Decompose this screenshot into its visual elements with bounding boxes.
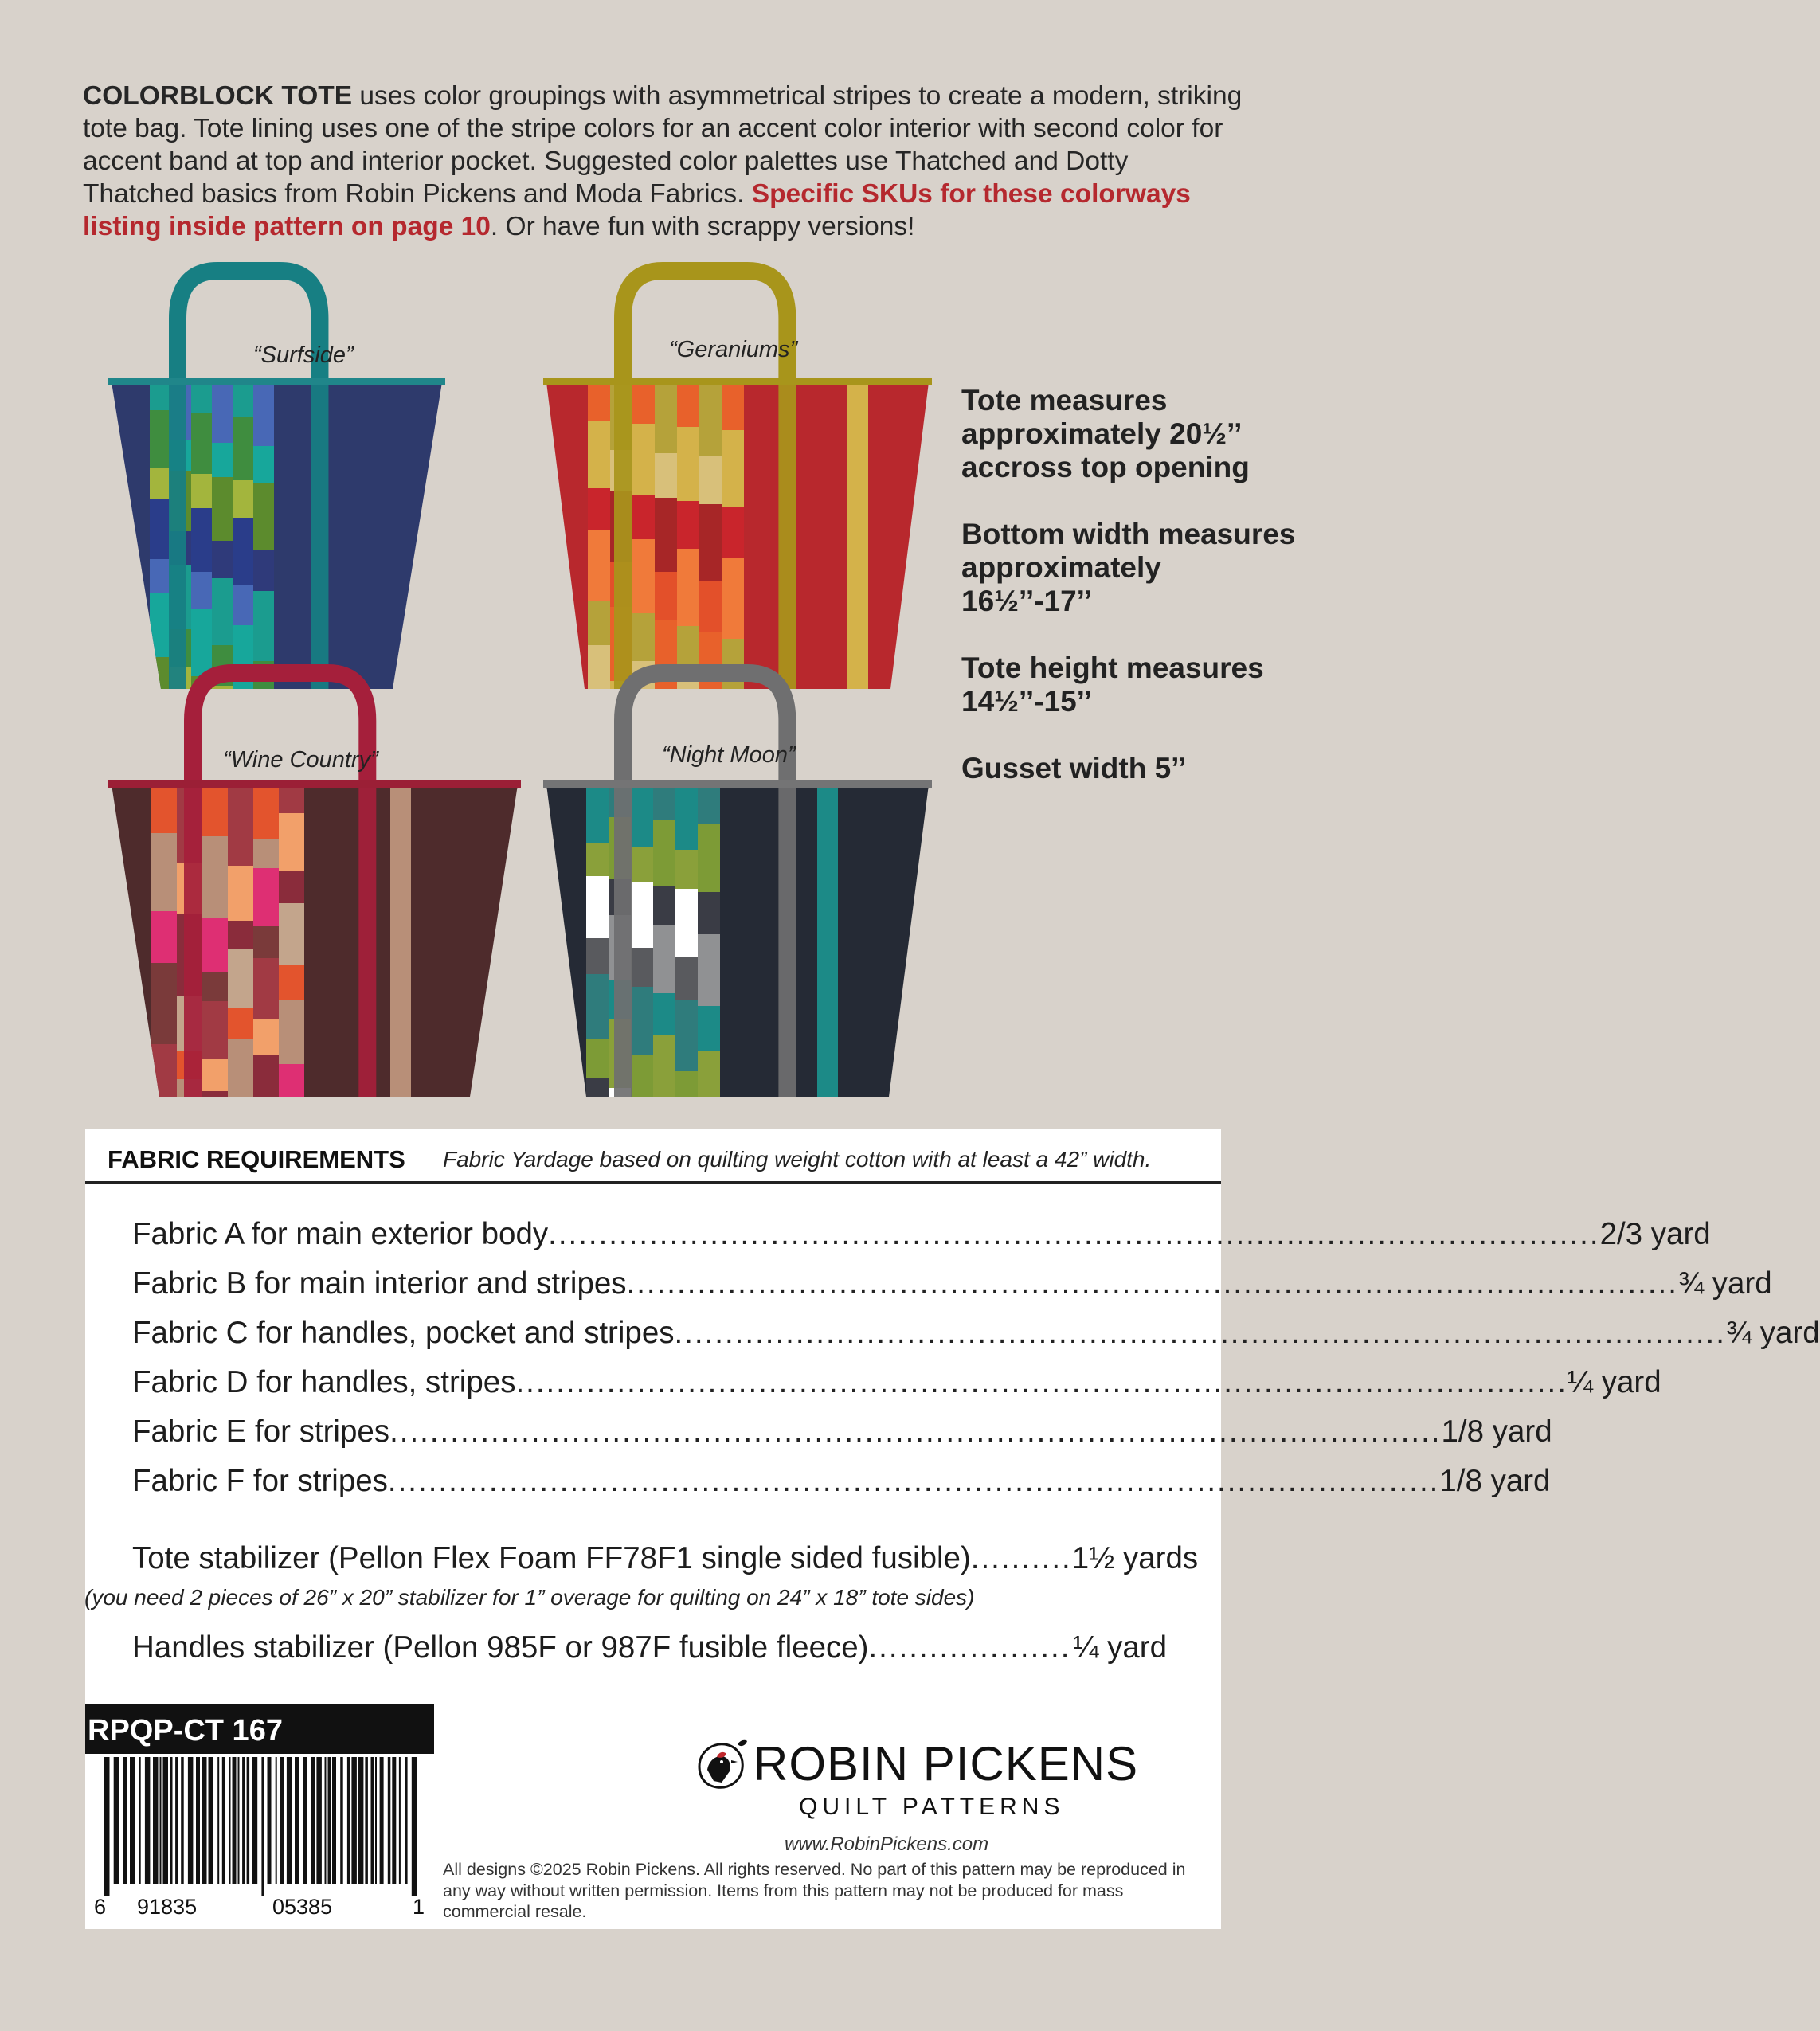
tote-stripe-block	[675, 1000, 698, 1071]
tote-strap-right	[358, 785, 376, 1097]
handles-stabilizer-row: Handles stabilizer (Pellon 985F or 987F fusible fleece) .................... ¼ yard	[132, 1630, 1167, 1665]
tote-strap-left	[169, 382, 186, 689]
barcode-bar	[311, 1757, 315, 1884]
tote-stripe-block	[228, 949, 253, 1008]
tote-stripe-block	[632, 495, 655, 539]
tote-stripe-block	[228, 785, 253, 866]
barcode-bar	[303, 1757, 307, 1884]
tote-stripe-block	[253, 446, 274, 483]
tote-stripe-block	[279, 1000, 304, 1064]
tote-stripe-block	[698, 785, 720, 824]
tote-stripe-block	[699, 382, 722, 456]
tote-stripe-block	[588, 601, 610, 645]
tote-stripe-block	[233, 518, 253, 585]
intro-lead: COLORBLOCK TOTE	[83, 81, 353, 111]
barcode-bar	[252, 1757, 258, 1884]
barcode-bar	[287, 1757, 292, 1884]
barcode-bar	[328, 1757, 331, 1884]
tote-stripe-block	[586, 876, 609, 938]
tote-stripe-block	[653, 785, 675, 820]
fabric-row-b: Fabric B for main interior and stripes ........................................................................................................ ¾ yard	[132, 1266, 1772, 1301]
tote-strap-left	[184, 785, 202, 1097]
tote-stripe-block	[722, 558, 744, 639]
barcode-bar	[412, 1757, 417, 1896]
fabric-row-a: Fabric A for main exterior body ........................................................................................................ 2/3 yard	[132, 1217, 1711, 1251]
tote-stripe-block	[191, 609, 212, 676]
tote-stripe-block	[253, 839, 279, 868]
tote-stripe-block	[586, 785, 609, 843]
tote-label-wine-country: “Wine Country”	[223, 747, 378, 773]
tote-stripe-block	[150, 499, 170, 559]
tote-stripe-block	[699, 504, 722, 581]
fabric-row-c: Fabric C for handles, pocket and stripes ........................................................................................................ ¾ yard	[132, 1316, 1820, 1350]
tote-stripe-block	[253, 1055, 279, 1119]
barcode-bar	[375, 1757, 377, 1884]
tote-stripe-block	[202, 972, 228, 1001]
tote-stripe-block	[253, 382, 274, 446]
tote-stripe-block	[698, 892, 720, 934]
tote-top-band	[108, 780, 521, 788]
fabric-requirements-panel	[85, 1129, 1820, 1704]
barcode-bar	[325, 1757, 327, 1884]
tote-stripe-block	[212, 578, 233, 645]
tote-stripe-block	[677, 501, 699, 549]
tote-stripe-block	[233, 625, 253, 695]
barcode-bar	[188, 1757, 194, 1884]
tote-stripe-block	[586, 974, 609, 1039]
tote-stripe-block	[631, 948, 653, 987]
barcode-bar	[130, 1757, 135, 1884]
tote-stripe-block	[150, 410, 170, 468]
tote-stripe-block	[212, 477, 233, 541]
tote-stripe-block	[653, 1035, 675, 1107]
barcode-bar	[295, 1757, 299, 1884]
tote-stripe-block	[233, 382, 253, 417]
barcode-bar	[233, 1757, 237, 1884]
tote-stripe-block	[212, 443, 233, 477]
barcode-bar	[380, 1757, 384, 1884]
tote-stripe-block	[586, 843, 609, 876]
tote-stripe-block	[653, 886, 675, 925]
fabric-requirements-title: FABRIC REQUIREMENTS	[108, 1145, 405, 1173]
tote-stripe-block	[253, 785, 279, 839]
tote-stabilizer-row: Tote stabilizer (Pellon Flex Foam FF78F1 single sided fusible) .......... 1½ yards	[132, 1541, 1199, 1575]
tote-stripe-block	[586, 1039, 609, 1078]
tote-stripe-block	[279, 871, 304, 903]
tote-label-geraniums: “Geraniums”	[669, 337, 798, 362]
barcode-bar	[365, 1757, 368, 1884]
intro-text-1: uses color groupings with asymmetrical stripes to create a modern, striking tote bag. Tote lining uses one of the stripe colors for an accent color interior with second color for accent band at top and interior pocket. Suggested color palettes use Thatched and Dotty Thatched basics from Robin Pickens and Moda Fabrics.	[83, 81, 1243, 209]
intro-text-2: . Or have fun with scrappy versions!	[490, 212, 915, 241]
tote-stripe-block	[699, 456, 722, 504]
tote-stripe-block	[655, 620, 677, 697]
tote-stripe-block	[675, 1071, 698, 1117]
tote-stripe-block	[279, 903, 304, 965]
tote-stripe-block	[279, 1064, 304, 1102]
barcode-bar	[181, 1757, 184, 1884]
tote-stripe-block	[631, 785, 653, 847]
barcode-bar	[153, 1757, 159, 1884]
spec-bottom-width: Bottom width measures approximately 16½’’-17’’	[961, 518, 1296, 617]
brand-name: ROBIN PICKENS	[753, 1737, 1139, 1790]
tote-stripe-block	[653, 820, 675, 886]
tote-stripe-block	[228, 866, 253, 921]
barcode-bar	[276, 1757, 277, 1884]
tote-stripe-block	[150, 657, 170, 695]
fabric-requirements-subtitle: Fabric Yardage based on quilting weight cotton with at least a 42” width.	[443, 1147, 1152, 1172]
brand-url[interactable]: www.RobinPickens.com	[785, 1833, 989, 1855]
tote-stripe-block	[151, 911, 177, 963]
barcode-bar	[261, 1757, 264, 1896]
tote-accent-stripe	[390, 785, 411, 1097]
barcode-bar	[222, 1757, 225, 1884]
tote-stripe-block	[588, 645, 610, 719]
barcode-bar	[145, 1757, 151, 1884]
tote-stripe-block	[191, 474, 212, 508]
tote-top-band	[543, 378, 932, 385]
tote-stripe-block	[632, 613, 655, 661]
tote-handle	[623, 271, 787, 382]
tote-stripe-block	[253, 550, 274, 591]
tote-stripe-block	[722, 382, 744, 430]
tote-strap-left	[614, 382, 632, 689]
barcode-bar	[392, 1757, 396, 1884]
tote-stripe-block	[279, 965, 304, 1000]
tote-label-night-moon: “Night Moon”	[662, 742, 796, 768]
tote-specs	[961, 384, 1296, 819]
barcode-bar	[268, 1757, 272, 1884]
barcode-bar	[202, 1757, 207, 1884]
brand-subtitle: QUILT PATTERNS	[799, 1794, 1065, 1820]
spec-top-width: Tote measures approximately 20½’’ accross top opening	[961, 384, 1250, 483]
tote-stripe-block	[191, 508, 212, 572]
tote-stripe-block	[698, 1006, 720, 1051]
tote-stripe-block	[212, 686, 233, 756]
barcode-bar	[139, 1757, 141, 1884]
tote-stripe-block	[677, 549, 699, 626]
tote-stripe-block	[253, 958, 279, 1019]
spec-height: Tote height measures 14½’’-15’’	[961, 652, 1264, 718]
tote-stripe-block	[202, 1059, 228, 1091]
tote-stripe-block	[150, 593, 170, 657]
tote-stripe-block	[151, 833, 177, 911]
barcode-digit-check: 1	[413, 1895, 425, 1919]
tote-stripe-block	[191, 572, 212, 609]
barcode-bar	[114, 1757, 119, 1884]
tote-stripe-block	[150, 382, 170, 410]
barcode-bar	[104, 1757, 110, 1896]
tote-stripe-block	[228, 921, 253, 949]
tote-stripe-block	[233, 417, 253, 480]
tote-stripe-block	[588, 421, 610, 488]
fabric-row-e: Fabric E for stripes ........................................................................................................ 1/8 yard	[132, 1415, 1552, 1449]
tote-stripe-block	[698, 824, 720, 892]
barcode-bar	[163, 1757, 169, 1884]
barcode-digits-right: 05385	[272, 1895, 333, 1919]
barcode-bar	[238, 1757, 240, 1884]
tote-accent-stripe	[847, 382, 868, 689]
barcode-bar	[247, 1757, 250, 1884]
pattern-code: RPQP-CT 167	[88, 1714, 283, 1747]
barcode-bar	[123, 1757, 127, 1884]
tote-stripe-block	[675, 785, 698, 850]
barcode-bar	[388, 1757, 391, 1884]
barcode-bar	[217, 1757, 219, 1884]
tote-stripe-block	[212, 541, 233, 578]
tote-stripe-block	[191, 413, 212, 474]
barcode-bar	[340, 1757, 343, 1884]
tote-stripe-block	[653, 925, 675, 993]
tote-stripe-block	[655, 498, 677, 572]
tote-stripe-block	[253, 868, 279, 926]
tote-stripe-block	[655, 382, 677, 453]
tote-stripe-block	[212, 382, 233, 443]
stabilizer-note: (you need 2 pieces of 26” x 20” stabilizer for 1” overage for quilting on 24” x 18” tote sides)	[84, 1585, 975, 1610]
barcode-bar	[229, 1757, 231, 1884]
tote-stripe-block	[698, 934, 720, 1006]
tote-stripe-block	[228, 1008, 253, 1039]
tote-stripe-block	[631, 987, 653, 1055]
tote-stripe-block	[253, 591, 274, 661]
tote-stripe-block	[631, 882, 653, 948]
barcode-bar	[405, 1757, 408, 1884]
barcode-bar	[170, 1757, 173, 1884]
tote-strap-right	[311, 382, 328, 689]
tote-stripe-block	[722, 507, 744, 558]
barcode-bar	[358, 1757, 364, 1884]
barcode-bar	[371, 1757, 374, 1884]
tote-strap-right	[778, 382, 796, 689]
legal-notice: All designs ©2025 Robin Pickens. All rights reserved. No part of this pattern may be reproduced in any way without written permission. Items from this pattern may not be produced for mass commercial resale.	[443, 1860, 1186, 1921]
tote-stripe-block	[653, 993, 675, 1035]
barcode-digit-lead: 6	[94, 1895, 107, 1919]
tote-stripe-block	[699, 581, 722, 632]
tote-stripe-block	[150, 559, 170, 593]
tote-stripe-block	[632, 539, 655, 613]
tote-stripe-block	[675, 850, 698, 889]
tote-stripe-block	[228, 1039, 253, 1101]
tote-stripe-block	[677, 427, 699, 501]
spec-gusset: Gusset width 5’’	[961, 752, 1187, 785]
tote-top-band	[543, 780, 932, 788]
tote-stripe-block	[675, 957, 698, 1000]
tote-stripe-block	[722, 430, 744, 507]
tote-accent-stripe	[817, 785, 838, 1097]
tote-strap-left	[614, 785, 632, 1097]
barcode-digits-left: 91835	[137, 1895, 198, 1919]
barcode-bar	[175, 1757, 178, 1884]
fabric-row-f: Fabric F for stripes ........................................................................................................ 1/8 yard	[132, 1464, 1551, 1498]
tote-stripe-block	[655, 572, 677, 620]
tote-stripe-block	[202, 1001, 228, 1059]
tote-stripe-block	[253, 1019, 279, 1055]
barcode-bar	[399, 1757, 401, 1884]
tote-stripe-block	[253, 926, 279, 958]
barcode-bar	[347, 1757, 350, 1884]
tote-stripe-block	[677, 382, 699, 427]
barcode-bar	[242, 1757, 245, 1884]
barcode-bar	[316, 1757, 322, 1884]
tote-stripe-block	[675, 889, 698, 957]
tote-stripe-block	[279, 785, 304, 813]
tote-stripe-block	[202, 836, 228, 918]
tote-stripe-block	[588, 530, 610, 601]
tote-stripe-block	[202, 785, 228, 836]
barcode-bar	[209, 1757, 214, 1884]
tote-stripe-block	[233, 585, 253, 625]
tote-stripe-block	[150, 468, 170, 499]
barcode-bar	[280, 1757, 284, 1884]
tote-stripe-block	[151, 1044, 177, 1099]
tote-stripe-block	[655, 453, 677, 498]
intro-highlight: Specific SKUs for these colorways listing inside pattern on page 10	[83, 179, 1191, 241]
tote-stripe-block	[253, 483, 274, 550]
tote-stripe-block	[151, 963, 177, 1044]
tote-stripe-block	[588, 488, 610, 530]
tote-stripe-block	[202, 918, 228, 972]
barcode-bar	[332, 1757, 336, 1884]
fabric-row-d: Fabric D for handles, stripes ........................................................................................................ ¼ yard	[132, 1365, 1661, 1399]
tote-top-band	[108, 378, 445, 385]
tote-wine-country	[108, 673, 521, 1152]
barcode-bar	[351, 1757, 357, 1884]
tote-stripe-block	[631, 847, 653, 882]
tote-stripe-block	[191, 382, 212, 413]
barcode-bar	[196, 1757, 200, 1884]
tote-stripe-block	[151, 785, 177, 833]
tote-strap-right	[778, 785, 796, 1097]
tote-stripe-block	[588, 382, 610, 421]
tote-stripe-block	[233, 480, 253, 518]
tote-stripe-block	[632, 424, 655, 495]
tote-stripe-block	[631, 1055, 653, 1098]
tote-label-surfside: “Surfside”	[253, 342, 354, 368]
barcode-bar	[160, 1757, 162, 1884]
tote-stripe-block	[632, 382, 655, 424]
tote-stripe-block	[586, 938, 609, 974]
tote-stripe-block	[698, 1051, 720, 1126]
tote-stripe-block	[279, 813, 304, 871]
bird-logo-icon	[690, 1738, 750, 1794]
fabric-requirements-header	[85, 1129, 1221, 1184]
